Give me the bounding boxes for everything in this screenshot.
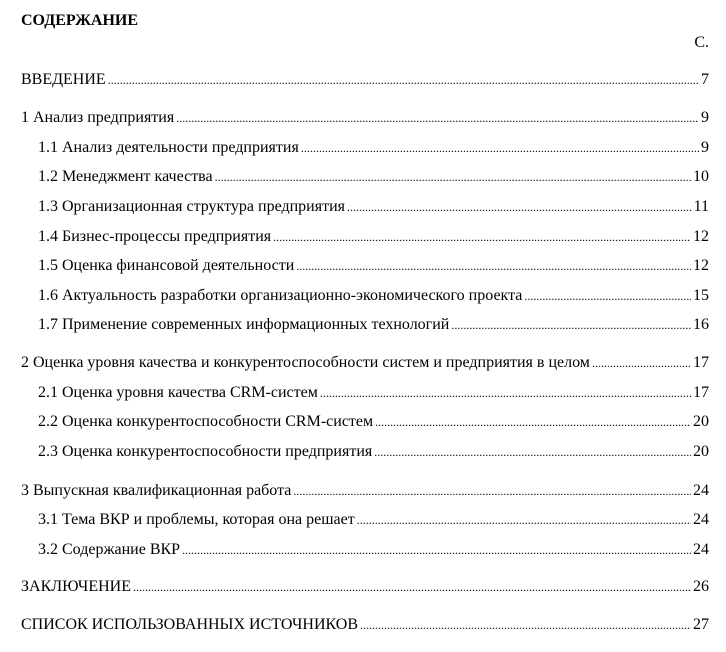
toc-entry-page: 27 bbox=[693, 616, 709, 633]
toc-entry-label: ВВЕДЕНИЕ bbox=[21, 71, 106, 88]
toc-entry-label: 3 Выпускная квалификационная работа bbox=[21, 482, 292, 499]
toc-entry-section-1[interactable] bbox=[21, 108, 709, 128]
toc-entry-page: 24 bbox=[693, 482, 709, 499]
toc-entry-label: ЗАКЛЮЧЕНИЕ bbox=[21, 578, 131, 595]
toc-entry-page: 24 bbox=[693, 541, 709, 558]
toc-entry-page: 7 bbox=[701, 71, 709, 88]
page-title: СОДЕРЖАНИЕ bbox=[21, 12, 139, 29]
toc-entry-page: 17 bbox=[693, 384, 709, 401]
toc-dot-leader bbox=[182, 540, 691, 560]
toc-entry-section-2-3[interactable] bbox=[38, 442, 709, 462]
toc-entry-page: 10 bbox=[693, 168, 709, 185]
toc-entry-page: 20 bbox=[693, 413, 709, 430]
toc-entry-label: 1.2 Менеджмент качества bbox=[38, 168, 213, 185]
toc-entry-section-1-7[interactable] bbox=[38, 315, 709, 335]
page-column-label: С. bbox=[694, 34, 709, 51]
toc-entry-page: 9 bbox=[701, 139, 709, 156]
toc-entry-label: 2.2 Оценка конкурентоспособности CRM-систем bbox=[38, 413, 374, 430]
toc-entry-label: 2.1 Оценка уровня качества CRM-систем bbox=[38, 384, 318, 401]
toc-entry-introduction[interactable] bbox=[21, 70, 709, 90]
toc-entry-label: 1 Анализ предприятия bbox=[21, 109, 175, 126]
toc-entry-label: 1.1 Анализ деятельности предприятия bbox=[38, 139, 299, 156]
toc-entry-page: 12 bbox=[693, 228, 709, 245]
toc-entry-page: 12 bbox=[693, 257, 709, 274]
toc-entry-page: 15 bbox=[693, 287, 709, 304]
toc-entry-label: 1.6 Актуальность разработки организационно-экономического проекта bbox=[38, 287, 523, 304]
toc-entry-label: СПИСОК ИСПОЛЬЗОВАННЫХ ИСТОЧНИКОВ bbox=[21, 616, 359, 633]
toc-entry-section-1-5[interactable] bbox=[38, 256, 709, 276]
toc-entry-label: 1.3 Организационная структура предприятия bbox=[38, 198, 345, 215]
toc-dot-leader bbox=[273, 227, 691, 247]
toc-entry-page: 20 bbox=[693, 443, 709, 460]
toc-dot-leader bbox=[176, 108, 699, 128]
toc-dot-leader bbox=[592, 353, 691, 373]
toc-dot-leader bbox=[301, 138, 699, 158]
toc-entry-section-1-4[interactable] bbox=[38, 227, 709, 247]
toc-entry-label: 1.5 Оценка финансовой деятельности bbox=[38, 257, 295, 274]
toc-dot-leader bbox=[108, 70, 699, 90]
toc-entry-section-1-3[interactable] bbox=[38, 197, 709, 217]
toc-dot-leader bbox=[293, 481, 691, 501]
toc-entry-label: 2 Оценка уровня качества и конкурентоспособности систем и предприятия в целом bbox=[21, 354, 590, 371]
toc-entry-page: 17 bbox=[693, 354, 709, 371]
toc-entry-section-1-6[interactable] bbox=[38, 286, 709, 306]
toc-entry-section-2-2[interactable] bbox=[38, 412, 709, 432]
toc-entry-page: 26 bbox=[693, 578, 709, 595]
toc-entry-label: 1.7 Применение современных информационных технологий bbox=[38, 316, 450, 333]
toc-dot-leader bbox=[133, 577, 691, 597]
toc-dot-leader bbox=[347, 197, 692, 217]
toc-dot-leader bbox=[215, 167, 691, 187]
toc-dot-leader bbox=[375, 412, 691, 432]
toc-entry-page: 24 bbox=[693, 511, 709, 528]
toc-entry-section-3-1[interactable] bbox=[38, 510, 709, 530]
toc-dot-leader bbox=[296, 256, 691, 276]
toc-entry-page: 11 bbox=[693, 198, 709, 215]
toc-entry-conclusion[interactable] bbox=[21, 577, 709, 597]
toc-entry-references[interactable] bbox=[21, 615, 709, 635]
toc-entry-section-3[interactable] bbox=[21, 481, 709, 501]
toc-entry-section-1-2[interactable] bbox=[38, 167, 709, 187]
toc-entry-label: 1.4 Бизнес-процессы предприятия bbox=[38, 228, 272, 245]
toc-entry-label: 3.2 Содержание ВКР bbox=[38, 541, 181, 558]
toc-dot-leader bbox=[374, 442, 691, 462]
toc-entry-section-3-2[interactable] bbox=[38, 540, 709, 560]
toc-entry-section-2[interactable] bbox=[21, 353, 709, 373]
toc-entry-label: 3.1 Тема ВКР и проблемы, которая она решает bbox=[38, 511, 355, 528]
toc-entry-section-2-1[interactable] bbox=[38, 383, 709, 403]
toc-dot-leader bbox=[320, 383, 691, 403]
toc-dot-leader bbox=[360, 615, 691, 635]
toc-dot-leader bbox=[524, 286, 691, 306]
toc-entry-page: 9 bbox=[701, 109, 709, 126]
toc-entry-page: 16 bbox=[693, 316, 709, 333]
toc-entry-section-1-1[interactable] bbox=[38, 138, 709, 158]
toc-entry-label: 2.3 Оценка конкурентоспособности предприятия bbox=[38, 443, 373, 460]
toc-dot-leader bbox=[451, 315, 691, 335]
toc-dot-leader bbox=[357, 510, 691, 530]
